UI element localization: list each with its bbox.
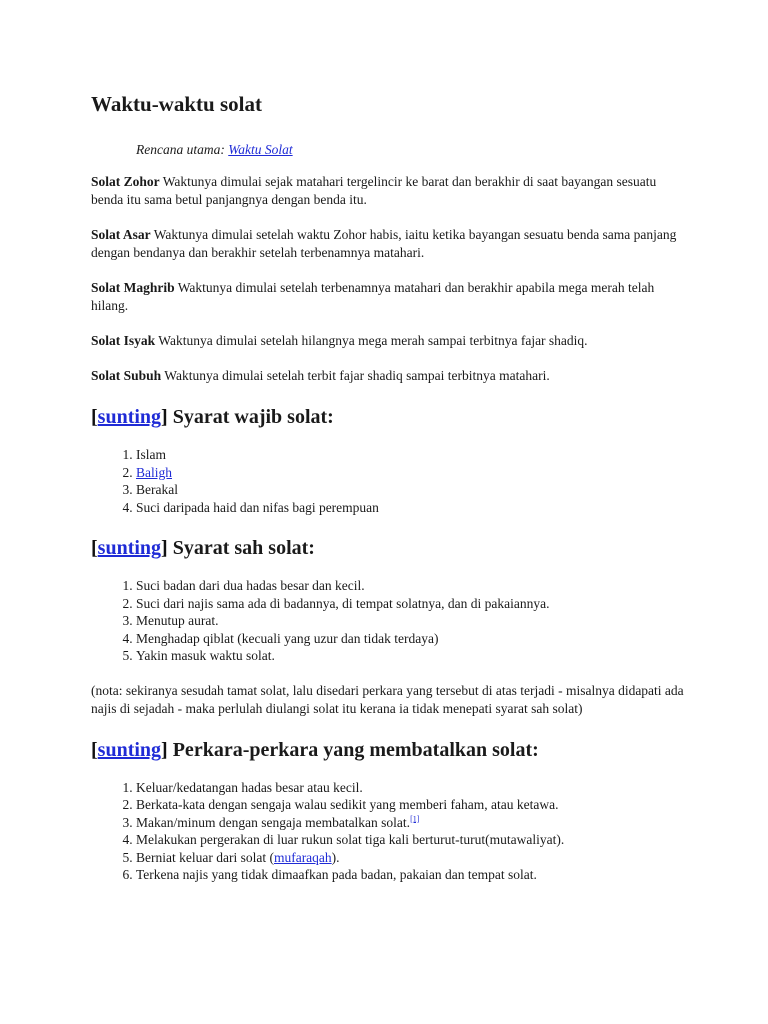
- prayer-name: Solat Zohor: [91, 174, 160, 189]
- edit-link[interactable]: sunting: [97, 537, 162, 559]
- list-item: 1. Keluar/kedatangan hadas besar atau kecil.: [136, 779, 691, 797]
- main-article-prefix: Rencana utama:: [136, 142, 229, 157]
- list-item: 4. Melakukan pergerakan di luar rukun solat tiga kali berturut-turut(mutawaliyat).: [136, 831, 691, 849]
- list-item: 5. Yakin masuk waktu solat.: [136, 647, 691, 665]
- main-article-link[interactable]: Waktu Solat: [228, 142, 293, 157]
- list-item-text: Makan/minum dengan sengaja membatalkan solat.: [136, 814, 411, 830]
- section-heading-syarat-wajib: [91, 402, 691, 432]
- bracket-close: ]: [161, 406, 168, 428]
- prayer-maghrib: [91, 279, 691, 315]
- bracket-close: ]: [161, 738, 168, 761]
- mufaraqah-link[interactable]: mufaraqah: [273, 849, 332, 865]
- list-item: 3. Berakal: [136, 481, 691, 499]
- prayer-desc: Waktunya dimulai setelah waktu Zohor habis, iaitu ketika bayangan sesuatu benda sama panjang dengan bendanya dan berakhir setelah terbenamnya matahari.: [91, 227, 677, 260]
- list-item: 2. Berkata-kata dengan sengaja walau sedikit yang memberi faham, atau ketawa.: [136, 796, 691, 814]
- bracket-open: [: [91, 537, 98, 559]
- list-item: 4. Suci daripada haid dan nifas bagi perempuan: [136, 499, 691, 517]
- syarat-sah-list: [91, 577, 691, 665]
- list-item: 4. Menghadap qiblat (kecuali yang uzur dan tidak terdaya): [136, 630, 691, 648]
- edit-link[interactable]: sunting: [97, 738, 162, 761]
- prayer-name: Solat Maghrib: [91, 280, 175, 295]
- prayer-asar: [91, 226, 691, 262]
- list-item: 1. Islam: [136, 446, 691, 464]
- list-item: 3. Menutup aurat.: [136, 612, 691, 630]
- list-item: 1. Suci badan dari dua hadas besar dan kecil.: [136, 577, 691, 595]
- section-heading-syarat-sah: [91, 533, 691, 563]
- bracket-open: [: [91, 738, 98, 761]
- section-heading-text: Syarat sah solat:: [167, 537, 315, 559]
- prayer-desc: Waktunya dimulai setelah terbit fajar shadiq sampai terbitnya matahari.: [161, 368, 550, 383]
- list-item: [136, 814, 691, 832]
- prayer-isyak: [91, 332, 691, 350]
- syarat-wajib-list: [91, 446, 691, 516]
- prayer-name: Solat Asar: [91, 227, 151, 242]
- footnote-link[interactable]: [1]: [410, 814, 420, 823]
- list-item-text: Berniat keluar dari solat (: [136, 849, 274, 865]
- baligh-link[interactable]: Baligh: [136, 464, 172, 480]
- page-title: Waktu-waktu solat: [91, 92, 262, 116]
- section-heading-text: Perkara-perkara yang membatalkan solat:: [167, 738, 539, 761]
- list-item: [136, 849, 691, 867]
- note-paragraph: (nota: sekiranya sesudah tamat solat, lalu disedari perkara yang tersebut di atas terjadi - misalnya didapati ada najis di sejadah - maka perlulah diulangi solat itu kerana ia tidak menepati syarat sah solat): [91, 682, 684, 716]
- list-item: 6. Terkena najis yang tidak dimaafkan pada badan, pakaian dan tempat solat.: [136, 866, 691, 884]
- prayer-zohor: [91, 173, 691, 209]
- edit-link[interactable]: sunting: [97, 406, 162, 428]
- prayer-desc: Waktunya dimulai sejak matahari tergelincir ke barat dan berakhir di saat bayangan sesuatu benda itu sama betul panjangnya dengan benda itu.: [91, 174, 657, 207]
- bracket-close: ]: [161, 537, 168, 559]
- list-item: [136, 464, 691, 482]
- prayer-subuh: [91, 367, 691, 385]
- main-article-note: [136, 140, 691, 160]
- prayer-desc: Waktunya dimulai setelah hilangnya mega merah sampai terbitnya fajar shadiq.: [155, 333, 588, 348]
- article: [91, 88, 691, 901]
- section-heading-text: Syarat wajib solat:: [167, 406, 334, 428]
- section-heading-membatalkan: [91, 735, 691, 765]
- prayer-name: Solat Isyak: [91, 333, 156, 348]
- list-item: 2. Suci dari najis sama ada di badannya, di tempat solatnya, dan di pakaiannya.: [136, 595, 691, 613]
- membatalkan-list: [91, 779, 691, 884]
- bracket-open: [: [91, 406, 98, 428]
- list-item-close: ).: [331, 849, 340, 865]
- prayer-desc: Waktunya dimulai setelah terbenamnya matahari dan berakhir apabila mega merah telah hilang.: [91, 280, 655, 313]
- prayer-name: Solat Subuh: [91, 368, 162, 383]
